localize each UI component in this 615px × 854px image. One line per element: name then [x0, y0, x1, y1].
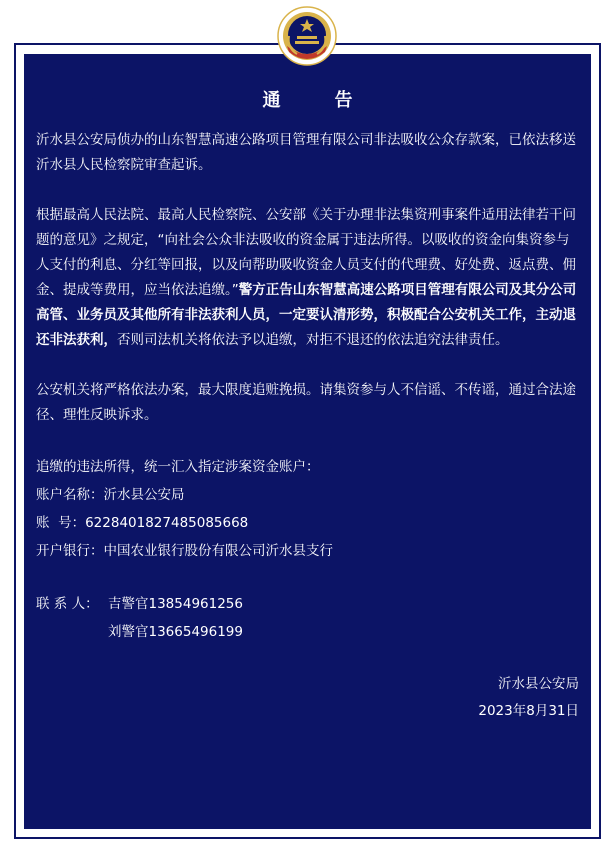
police-emblem-icon [277, 6, 337, 66]
account-info [36, 453, 579, 565]
paragraph-law [36, 203, 579, 353]
paragraph-appeal: 公安机关将严格依法办案，最大限度追赃挽损。请集资参与人不信谣、不传谣，通过合法途径、理性反映诉求。 [36, 382, 576, 423]
issuer: 沂水县公安局 [498, 676, 579, 692]
notice-title: 通 告 [262, 90, 371, 111]
legal-consequence: 否则司法机关将依法予以追缴，对拒不退还的依法追究法律责任。 [117, 332, 509, 348]
law-quote: 根据最高人民法院、最高人民检察院、公安部《关于办理非法集资刑事案件适用法律若干问题的意见》之规定，“向社会公众非法吸收的资金属于违法所得。以吸收的资金向集资参与人支付的利息、分红等回报，以及向帮助吸收资金人员支付的代理费、好处费、返点费、佣金、提成等费用，应当依法追缴。” [36, 207, 576, 298]
police-warning: 警方正告山东智慧高速公路项目管理有限公司及其分公司高管、业务员及其他所有非法获利人员，一定要认清形势，积极配合公安机关工作，主动退还非法获利， [36, 282, 577, 348]
contact-2: 刘警官13665496199 [108, 624, 243, 640]
notice-content [36, 88, 579, 725]
contact-spacer [36, 618, 108, 646]
bank-name: 开户银行：中国农业银行股份有限公司沂水县支行 [36, 543, 333, 559]
account-intro: 追缴的违法所得，统一汇入指定涉案资金账户： [36, 459, 320, 475]
contact-info [36, 590, 579, 646]
paragraph-case: 沂水县公安局侦办的山东智慧高速公路项目管理有限公司非法吸收公众存款案，已依法移送沂水县人民检察院审查起诉。 [36, 132, 576, 173]
contact-1: 吉警官13854961256 [108, 596, 243, 612]
signature [36, 671, 579, 725]
account-number: 账 号：6228401827485085668 [36, 515, 249, 531]
contact-label: 联 系 人： [36, 596, 99, 612]
account-name: 账户名称：沂水县公安局 [36, 487, 185, 503]
issue-date: 2023年8月31日 [478, 703, 579, 719]
